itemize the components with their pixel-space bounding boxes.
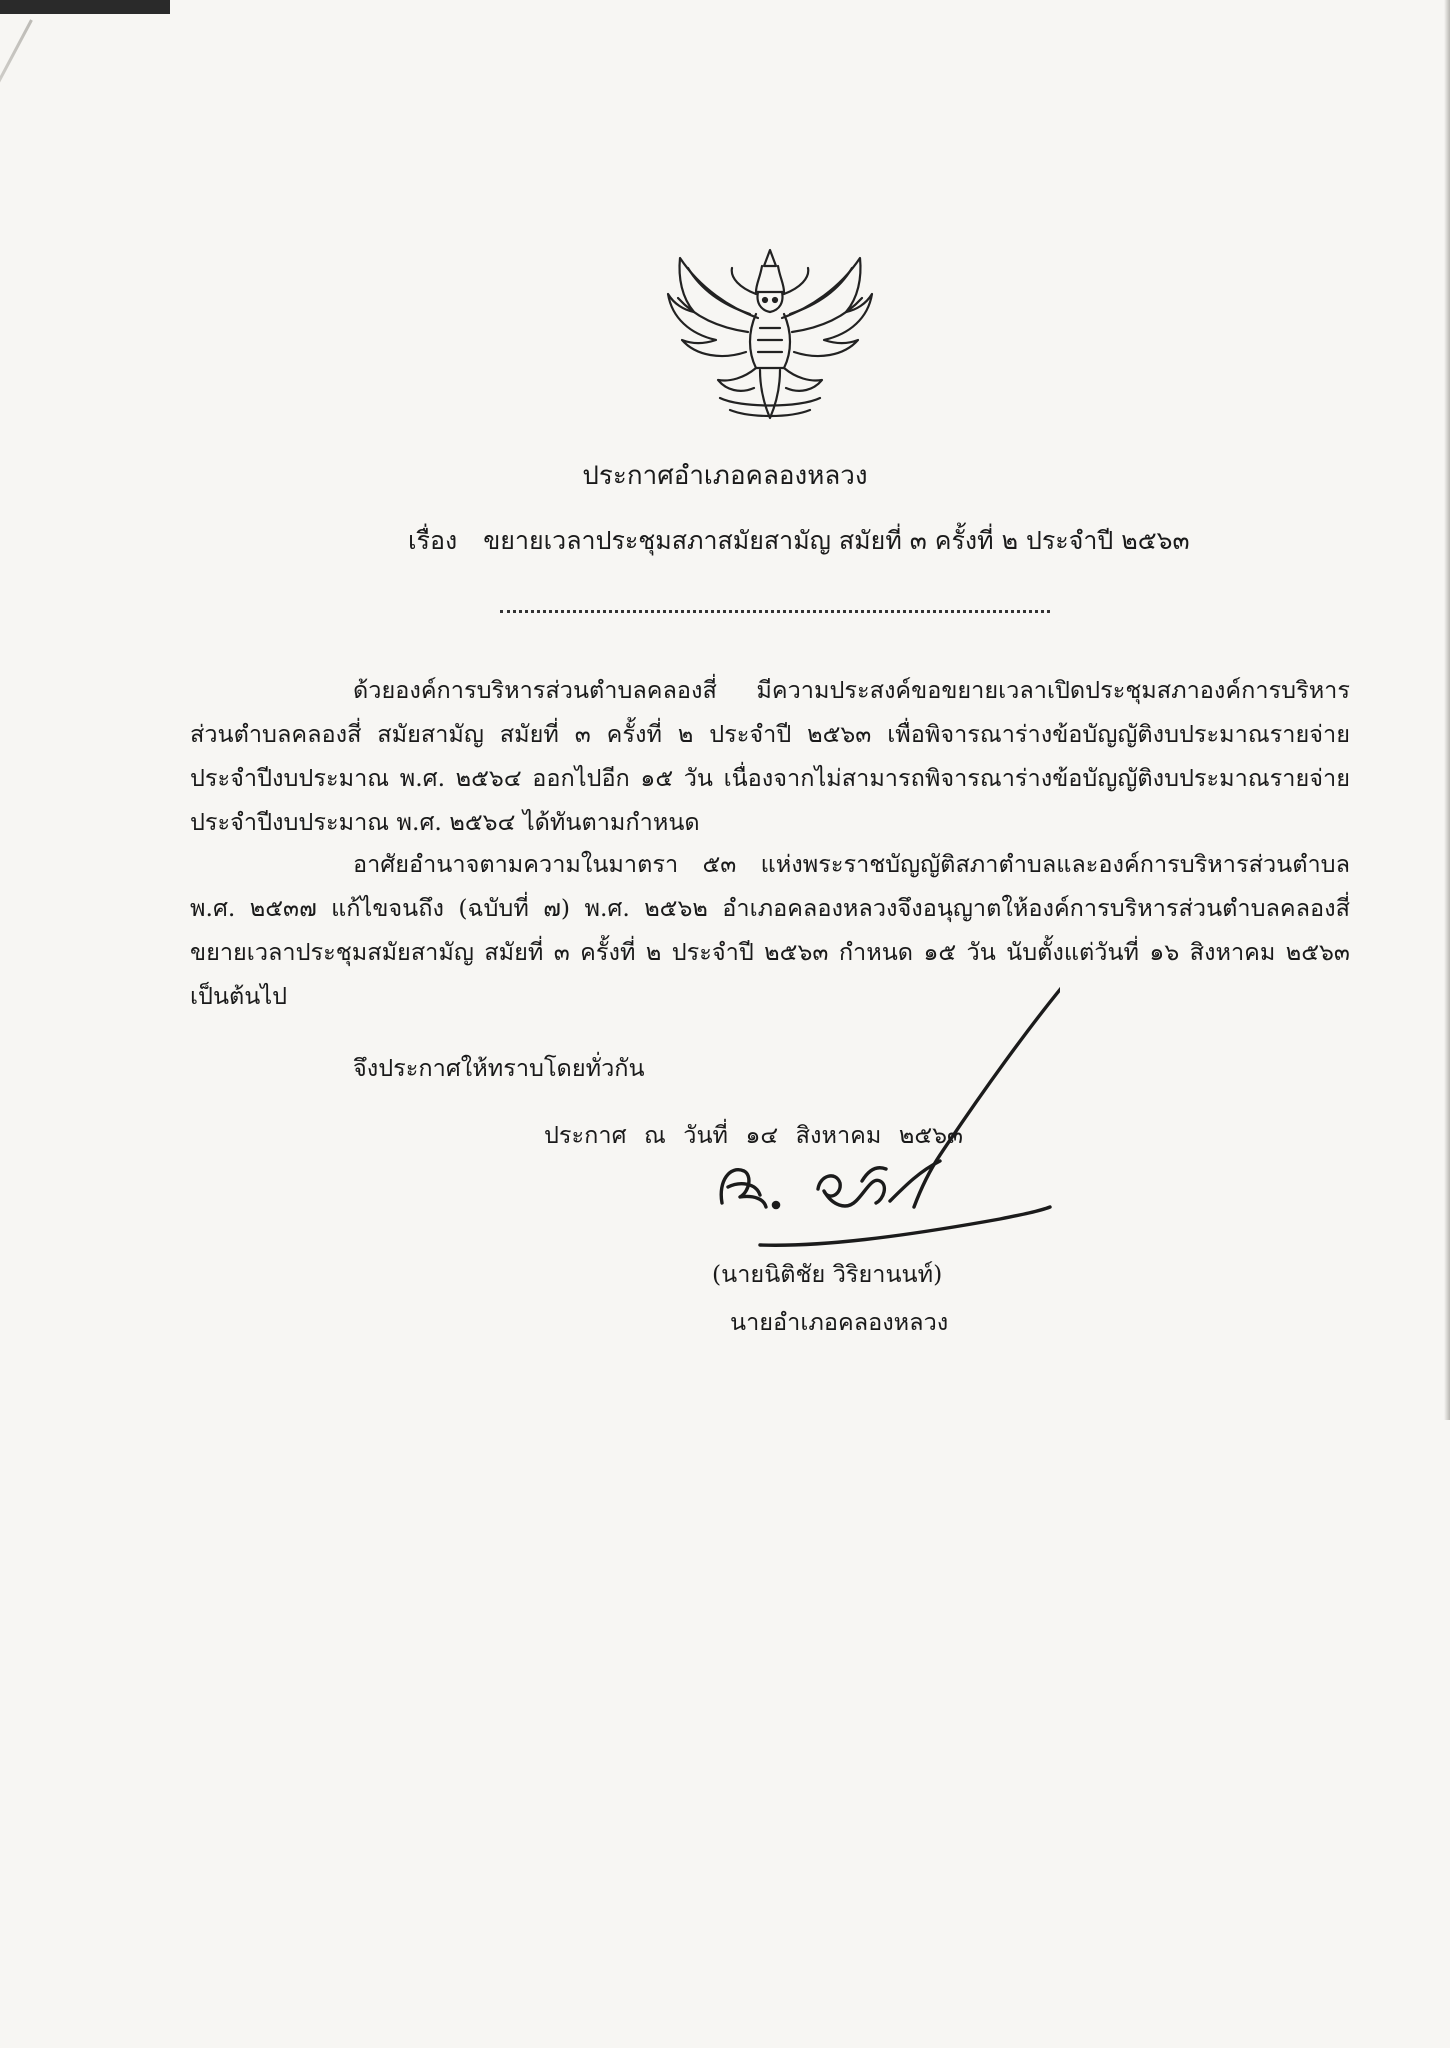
- scan-shadow-corner: [0, 0, 170, 14]
- paragraph-line: ประจำปีงบประมาณ พ.ศ. ๒๕๖๔ ได้ทันตามกำหนด: [190, 808, 700, 836]
- subject-label: เรื่อง: [408, 526, 458, 555]
- paragraph-line: เป็นต้นไป: [190, 982, 288, 1010]
- signer-name: (นายนิติชัย วิริยานนท์): [712, 1260, 943, 1288]
- subject-text: ขยายเวลาประชุมสภาสมัยสามัญ สมัยที่ ๓ ครั้งที่ ๒ ประจำปี ๒๕๖๓: [483, 526, 1190, 555]
- paragraph-line: ขยายเวลาประชุมสมัยสามัญ สมัยที่ ๓ ครั้งที่ ๒ ประจำปี ๒๕๖๓ กำหนด ๑๕ วัน นับตั้งแต่วันที่ ๑๖ สิงหาคม ๒๕๖๓: [190, 938, 1350, 966]
- signer-position: นายอำเภอคลองหลวง: [730, 1308, 949, 1336]
- paragraph-line: ด้วยองค์การบริหารส่วนตำบลคลองสี่ มีความประสงค์ขอขยายเวลาเปิดประชุมสภาองค์การบริหาร: [353, 676, 1350, 704]
- paragraph-line: ส่วนตำบลคลองสี่ สมัยสามัญ สมัยที่ ๓ ครั้งที่ ๒ ประจำปี ๒๕๖๓ เพื่อพิจารณาร่างข้อบัญญัติงบประมาณรายจ่าย: [190, 720, 1350, 748]
- paragraph-line: อาศัยอำนาจตามความในมาตรา ๕๓ แห่งพระราชบัญญัติสภาตำบลและองค์การบริหารส่วนตำบล: [353, 850, 1350, 878]
- paragraph-line: พ.ศ. ๒๕๓๗ แก้ไขจนถึง (ฉบับที่ ๗) พ.ศ. ๒๕๖๒ อำเภอคลองหลวงจึงอนุญาตให้องค์การบริหารส่วนตำบลคลองสี่: [190, 894, 1350, 922]
- announcement-date: ประกาศ ณ วันที่ ๑๔ สิงหาคม ๒๕๖๓: [544, 1121, 964, 1149]
- scan-artifact-line: [0, 19, 33, 232]
- garuda-emblem: [660, 248, 880, 428]
- document-title: ประกาศอำเภอคลองหลวง: [582, 461, 868, 491]
- closing-statement: จึงประกาศให้ทราบโดยทั่วกัน: [353, 1054, 645, 1082]
- paragraph-line: ประจำปีงบประมาณ พ.ศ. ๒๕๖๔ ออกไปอีก ๑๕ วัน เนื่องจากไม่สามารถพิจารณาร่างข้อบัญญัติงบประมาณรายจ่าย: [190, 764, 1350, 792]
- dotted-separator: [500, 610, 1050, 613]
- paragraph-1: [190, 668, 1350, 844]
- scan-shadow-edge: [1444, 0, 1450, 1420]
- subject-line: [408, 521, 1190, 561]
- handwritten-signature: [700, 985, 1060, 1265]
